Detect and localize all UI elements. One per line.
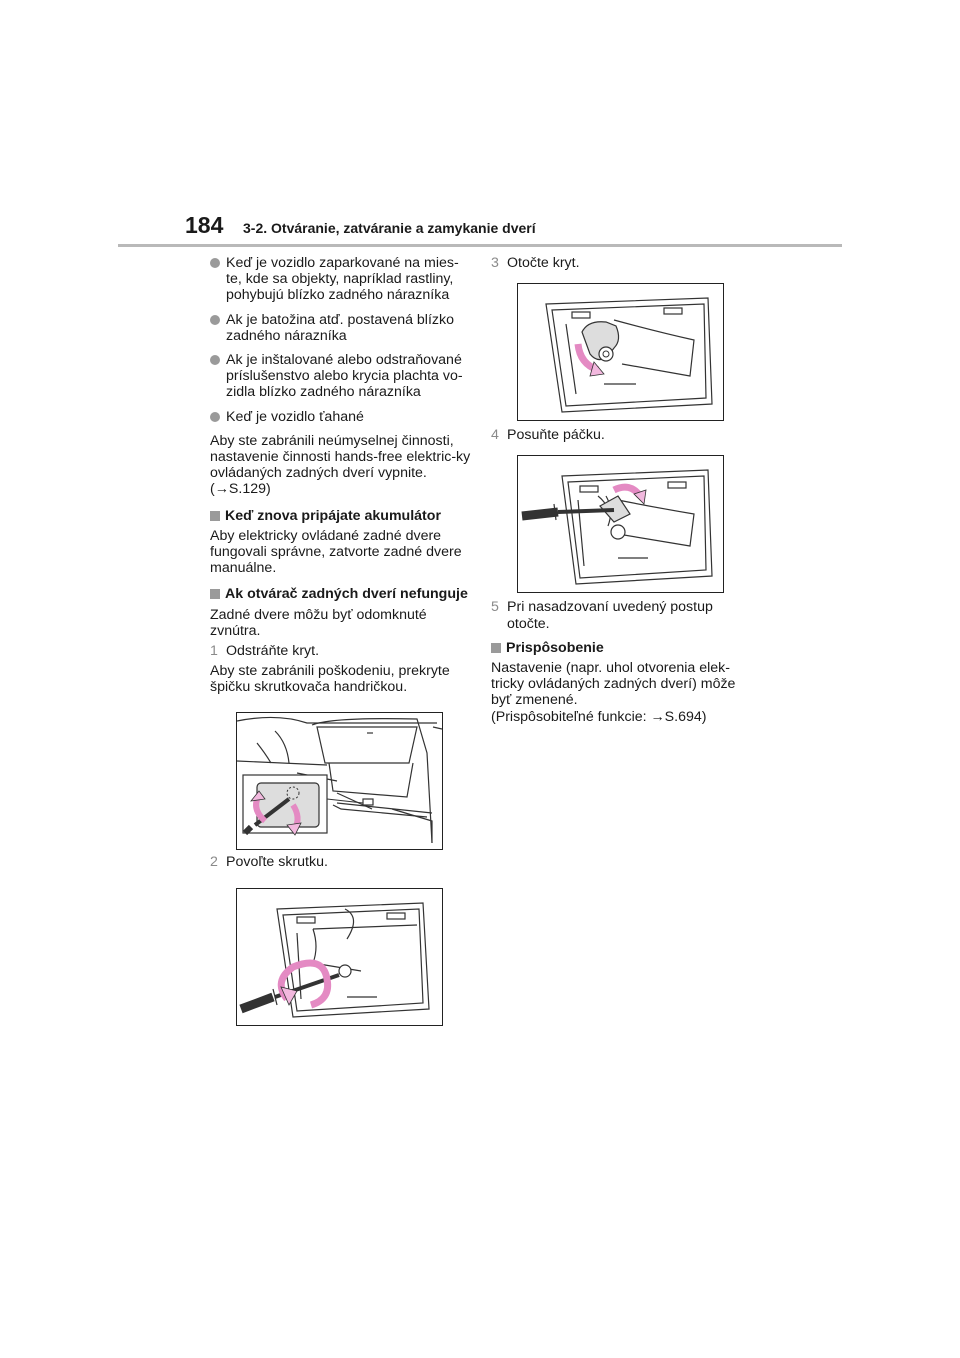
step-number: 3 xyxy=(491,255,499,271)
opener-paragraph: Zadné dvere môžu byť odomknuté zvnútra. xyxy=(210,606,427,639)
left-column xyxy=(210,255,472,1026)
step-text: Otočte kryt. xyxy=(507,255,580,271)
step-4 xyxy=(491,427,751,443)
step-text: Odstráňte kryt. xyxy=(226,643,320,660)
step-5 xyxy=(491,599,751,631)
step-text: Posuňte páčku. xyxy=(507,427,605,444)
customization-text: Nastavenie (napr. uhol otvorenia elek-tricky ovládaných zadných dverí) môže byť zmenené. xyxy=(491,660,736,709)
handsfree-paragraph xyxy=(210,433,472,498)
step-text: Povoľte skrutku. xyxy=(226,853,328,870)
bullet-item: Ak je inštalované alebo odstraňované príslušenstvo alebo krycia plachta vo-zidla blízko zadného nárazníka xyxy=(210,352,472,401)
step-text: Pri nasadzovaní uvedený postup otočte. xyxy=(507,599,713,632)
page-reference-link[interactable]: (Prispôsobiteľné funkcie: →S.694) xyxy=(491,708,707,725)
step-number: 5 xyxy=(491,599,499,616)
step-1-note: Aby ste zabránili poškodeniu, prekryte špičku skrutkovača handričkou. xyxy=(210,663,450,696)
figure-slide-lever xyxy=(517,455,724,593)
figure-loosen-screw xyxy=(236,888,443,1026)
battery-paragraph: Aby elektricky ovládané zadné dvere fungovali správne, zatvorte zadné dvere manuálne. xyxy=(210,527,462,577)
bullet-item: Ak je batožina atď. postavená blízko zadného nárazníka xyxy=(210,312,472,344)
page-header xyxy=(185,212,536,239)
right-column xyxy=(491,255,751,725)
opener-heading: Ak otvárač zadných dverí nefunguje xyxy=(210,586,472,602)
step-1 xyxy=(210,643,472,659)
step-number: 1 xyxy=(210,643,218,660)
page-reference-link[interactable]: (→S.129) xyxy=(210,481,271,498)
figure-remove-cover xyxy=(236,712,443,850)
step-number: 2 xyxy=(210,853,218,870)
handsfree-text: Aby ste zabránili neúmyselnej činnosti, nastavenie činnosti hands-free elektric-ky ovládaných zadných dverí vypnite. xyxy=(210,432,471,482)
step-number: 4 xyxy=(491,427,499,444)
figure-turn-cover xyxy=(517,283,724,421)
battery-heading: Keď znova pripájate akumulátor xyxy=(210,508,472,524)
step-3 xyxy=(491,255,751,271)
customization-paragraph xyxy=(491,660,751,725)
section-title: 3-2. Otváranie, zatváranie a zamykanie dverí xyxy=(243,220,536,236)
customization-heading: Prispôsobenie xyxy=(491,640,751,656)
step-2 xyxy=(210,854,472,870)
bullet-item: Keď je vozidlo ťahané xyxy=(210,409,472,425)
bullet-item: Keď je vozidlo zaparkované na mies-te, kde sa objekty, napríklad rastliny, pohybujú blízko zadného nárazníka xyxy=(210,255,472,304)
header-rule xyxy=(118,244,842,247)
page-number: 184 xyxy=(185,212,224,238)
